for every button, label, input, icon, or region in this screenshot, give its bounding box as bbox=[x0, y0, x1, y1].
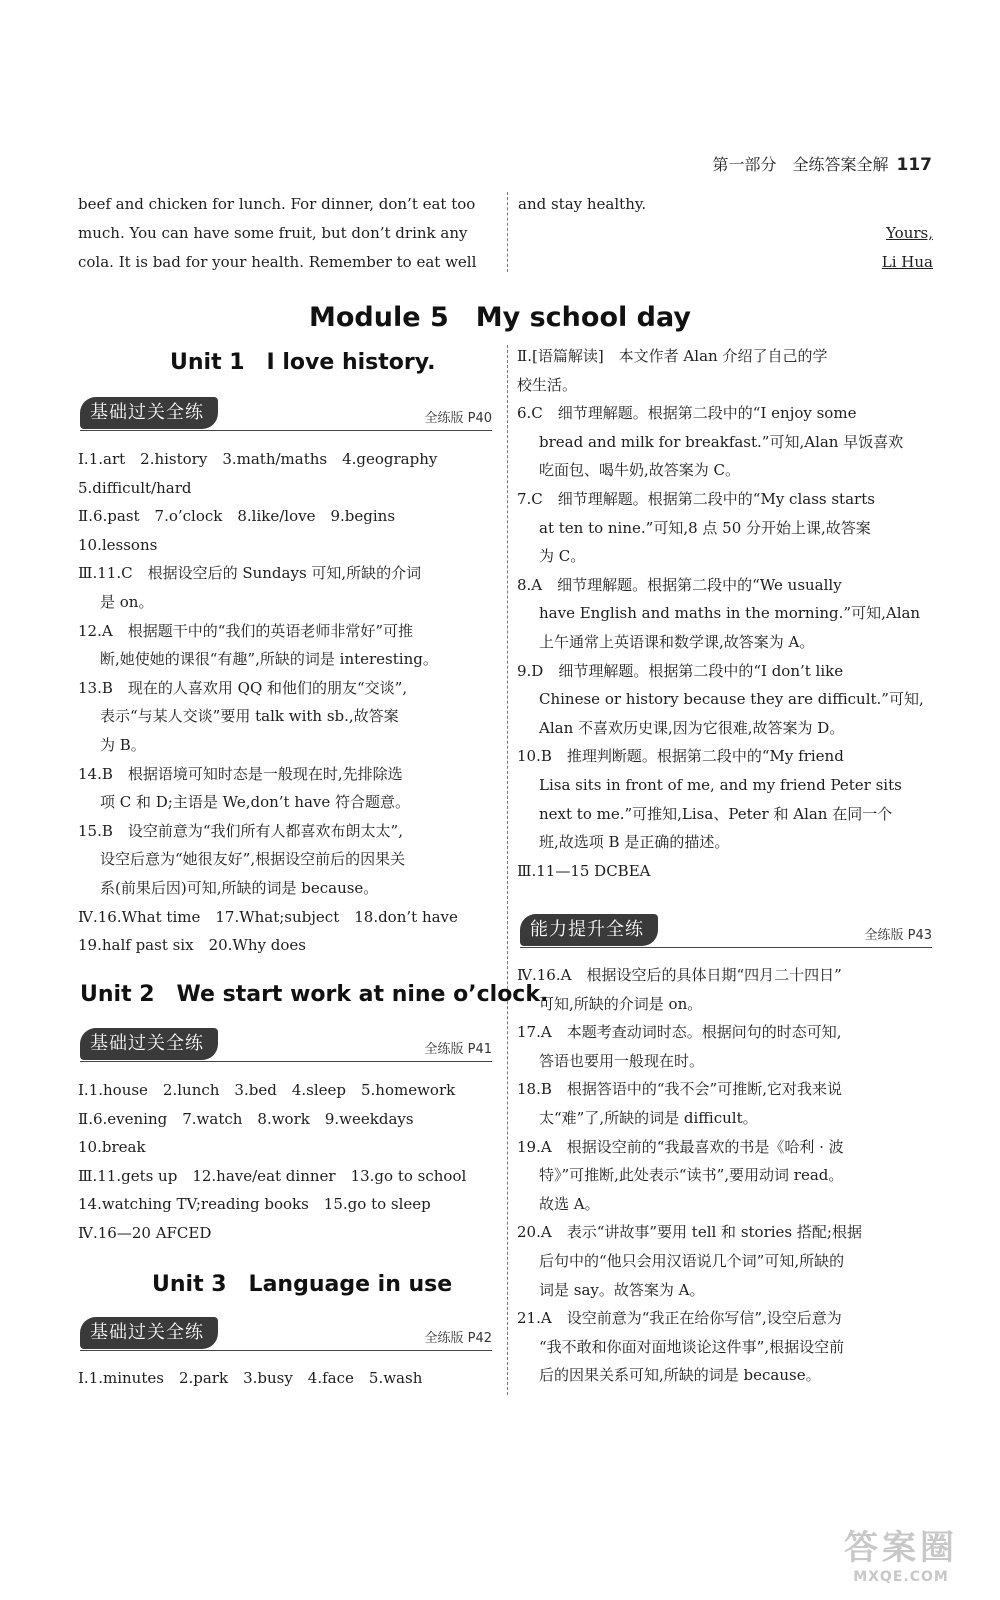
answer-line: 6.C 细节理解题。根据第二段中的“I enjoy some bbox=[517, 404, 857, 423]
banner-tag: 基础过关全练 bbox=[80, 1317, 218, 1349]
banner-rule bbox=[520, 947, 932, 948]
answer-line: 18.B 根据答语中的“我不会”可推断,它对我来说 bbox=[517, 1080, 842, 1099]
page-number: 117 bbox=[896, 155, 932, 175]
letter-line: and stay healthy. bbox=[518, 195, 647, 213]
answer-line: Ⅳ.16.What time 17.What;subject 18.don’t have bbox=[78, 907, 458, 926]
answer-line: Ⅲ.11.C 根据设空后的 Sundays 可知,所缺的介词 bbox=[78, 564, 422, 583]
answer-line: Ⅳ.16—20 AFCED bbox=[78, 1223, 212, 1242]
answer-line: 设空后意为“她很友好”,根据设空前后的因果关 bbox=[100, 850, 406, 869]
answer-line: have English and maths in the morning.”可知,Alan bbox=[539, 604, 921, 623]
unit2-title: Unit 2 We start work at nine o’clock. bbox=[80, 982, 549, 1007]
letter-signature: Li Hua bbox=[881, 252, 933, 271]
answer-line: 5.difficult/hard bbox=[78, 478, 192, 497]
letter-closing: Yours, bbox=[886, 223, 933, 242]
answer-line: Chinese or history because they are difficult.”可知, bbox=[539, 690, 924, 709]
answer-line: 13.B 现在的人喜欢用 QQ 和他们的朋友“交谈”, bbox=[78, 678, 408, 697]
unit2-answers bbox=[78, 1076, 496, 1248]
unit3-banner bbox=[80, 1317, 492, 1351]
unit3-answers bbox=[78, 1364, 496, 1393]
answer-line: 吃面包、喝牛奶,故答案为 C。 bbox=[539, 461, 741, 480]
answer-line: 故选 A。 bbox=[539, 1194, 600, 1213]
banner-rule bbox=[80, 1350, 492, 1351]
banner-version: 全练版 P41 bbox=[424, 1042, 492, 1057]
answer-line: 7.C 细节理解题。根据第二段中的“My class starts bbox=[517, 489, 875, 508]
answer-line: 为 C。 bbox=[539, 547, 586, 566]
answer-line: 太“难”了,所缺的词是 difficult。 bbox=[539, 1108, 758, 1127]
answer-line: 后的因果关系可知,所缺的词是 because。 bbox=[539, 1366, 821, 1385]
answer-line: Ⅱ.[语篇解读] 本文作者 Alan 介绍了自己的学 bbox=[517, 347, 828, 365]
answer-line: 是 on。 bbox=[100, 592, 154, 611]
right-banner bbox=[520, 914, 932, 948]
unit1-title: Unit 1 I love history. bbox=[170, 350, 436, 375]
column-divider-top bbox=[507, 192, 508, 272]
right-answers-a bbox=[517, 342, 935, 885]
letter-line: beef and chicken for lunch. For dinner, don’t eat too bbox=[78, 195, 476, 213]
banner-tag: 基础过关全练 bbox=[80, 397, 218, 429]
letter-line: cola. It is bad for your health. Remember to eat well bbox=[78, 252, 477, 271]
answer-line: 10.break bbox=[78, 1138, 146, 1157]
answer-line: 特》”可推断,此处表示“读书”,要用动词 read。 bbox=[539, 1166, 844, 1185]
answer-line: Ⅱ.6.evening 7.watch 8.work 9.weekdays bbox=[78, 1109, 414, 1128]
unit3-title: Unit 3 Language in use bbox=[152, 1272, 453, 1297]
answer-line: 14.watching TV;reading books 15.go to sleep bbox=[78, 1195, 431, 1214]
answer-line: 系(前果后因)可知,所缺的词是 because。 bbox=[100, 878, 379, 897]
answer-line: Ⅱ.6.past 7.o’clock 8.like/love 9.begins bbox=[78, 507, 396, 526]
answer-line: Ⅰ.1.art 2.history 3.math/maths 4.geography bbox=[78, 450, 438, 468]
answer-line: at ten to nine.”可知,8 点 50 分开始上课,故答案 bbox=[539, 518, 871, 537]
answer-line: 上午通常上英语课和数学课,故答案为 A。 bbox=[539, 632, 815, 651]
answer-line: 答语也要用一般现在时。 bbox=[539, 1051, 705, 1070]
seal-domain: MXQE.COM bbox=[853, 1569, 949, 1585]
banner-tag: 能力提升全练 bbox=[520, 914, 658, 946]
answer-line: 断,她使她的课很“有趣”,所缺的词是 interesting。 bbox=[100, 650, 438, 669]
answer-line: 8.A 细节理解题。根据第二段中的“We usually bbox=[517, 575, 842, 594]
answer-line: 10.B 推理判断题。根据第二段中的“My friend bbox=[517, 747, 844, 766]
answer-line: Ⅳ.16.A 根据设空后的具体日期“四月二十四日” bbox=[517, 966, 842, 984]
letter-right-text bbox=[518, 190, 933, 276]
answer-line: 为 B。 bbox=[100, 735, 146, 754]
answer-line: “我不敢和你面对面地谈论这件事”,根据设空前 bbox=[539, 1337, 845, 1356]
watermark-seal bbox=[826, 1520, 976, 1590]
answer-line: 可知,所缺的介词是 on。 bbox=[539, 994, 703, 1013]
right-answers-b bbox=[517, 961, 935, 1390]
answer-line: 21.A 设空前意为“我正在给你写信”,设空后意为 bbox=[517, 1309, 842, 1328]
running-header bbox=[712, 152, 932, 175]
banner-version: 全练版 P40 bbox=[424, 411, 492, 426]
section-title: 第一部分 全练答案全解 bbox=[712, 155, 889, 174]
answer-line: 20.A 表示“讲故事”要用 tell 和 stories 搭配;根据 bbox=[517, 1223, 862, 1242]
answer-line: 19.A 根据设空前的“我最喜欢的书是《哈利 · 波 bbox=[517, 1137, 844, 1156]
answer-line: 10.lessons bbox=[78, 535, 158, 554]
answer-line: 后句中的“他只会用汉语说几个词”可知,所缺的 bbox=[539, 1251, 845, 1270]
letter-line: much. You can have some fruit, but don’t drink any bbox=[78, 223, 468, 242]
unit1-banner bbox=[80, 397, 492, 431]
banner-version: 全练版 P43 bbox=[864, 928, 932, 943]
answer-line: bread and milk for breakfast.”可知,Alan 早饭喜欢 bbox=[539, 432, 904, 451]
banner-rule bbox=[80, 1061, 492, 1062]
letter-left-text bbox=[78, 190, 496, 276]
answer-line: 15.B 设空前意为“我们所有人都喜欢布朗太太”, bbox=[78, 821, 403, 840]
answer-line: Ⅰ.1.house 2.lunch 3.bed 4.sleep 5.homework bbox=[78, 1081, 456, 1099]
answer-line: 12.A 根据题干中的“我们的英语老师非常好”可推 bbox=[78, 621, 414, 640]
answer-line: Ⅰ.1.minutes 2.park 3.busy 4.face 5.wash bbox=[78, 1369, 423, 1387]
module-title: Module 5 My school day bbox=[309, 302, 691, 333]
banner-version: 全练版 P42 bbox=[424, 1331, 492, 1346]
banner-tag: 基础过关全练 bbox=[80, 1028, 218, 1060]
unit1-answers bbox=[78, 445, 496, 960]
answer-line: Ⅲ.11—15 DCBEA bbox=[517, 861, 651, 880]
unit2-banner bbox=[80, 1028, 492, 1062]
answer-line: Lisa sits in front of me, and my friend Peter sits bbox=[539, 775, 902, 794]
answer-line: Ⅲ.11.gets up 12.have/eat dinner 13.go to school bbox=[78, 1166, 467, 1185]
answer-line: 表示“与某人交谈”要用 talk with sb.,故答案 bbox=[100, 707, 399, 726]
answer-line: 班,故选项 B 是正确的描述。 bbox=[539, 833, 730, 852]
answer-line: 项 C 和 D;主语是 We,don’t have 符合题意。 bbox=[100, 793, 411, 812]
banner-rule bbox=[80, 430, 492, 431]
answer-line: 19.half past six 20.Why does bbox=[78, 936, 306, 955]
column-divider-main bbox=[507, 345, 508, 1395]
answer-line: 校生活。 bbox=[517, 375, 578, 394]
seal-chars: 答案圈 bbox=[844, 1528, 958, 1568]
answer-line: 9.D 细节理解题。根据第二段中的“I don’t like bbox=[517, 661, 844, 680]
answer-line: Alan 不喜欢历史课,因为它很难,故答案为 D。 bbox=[539, 718, 845, 737]
answer-line: next to me.”可推知,Lisa、Peter 和 Alan 在同一个 bbox=[539, 804, 893, 823]
answer-line: 词是 say。故答案为 A。 bbox=[539, 1280, 705, 1299]
answer-line: 17.A 本题考查动词时态。根据问句的时态可知, bbox=[517, 1023, 842, 1042]
answer-line: 14.B 根据语境可知时态是一般现在时,先排除选 bbox=[78, 764, 403, 783]
